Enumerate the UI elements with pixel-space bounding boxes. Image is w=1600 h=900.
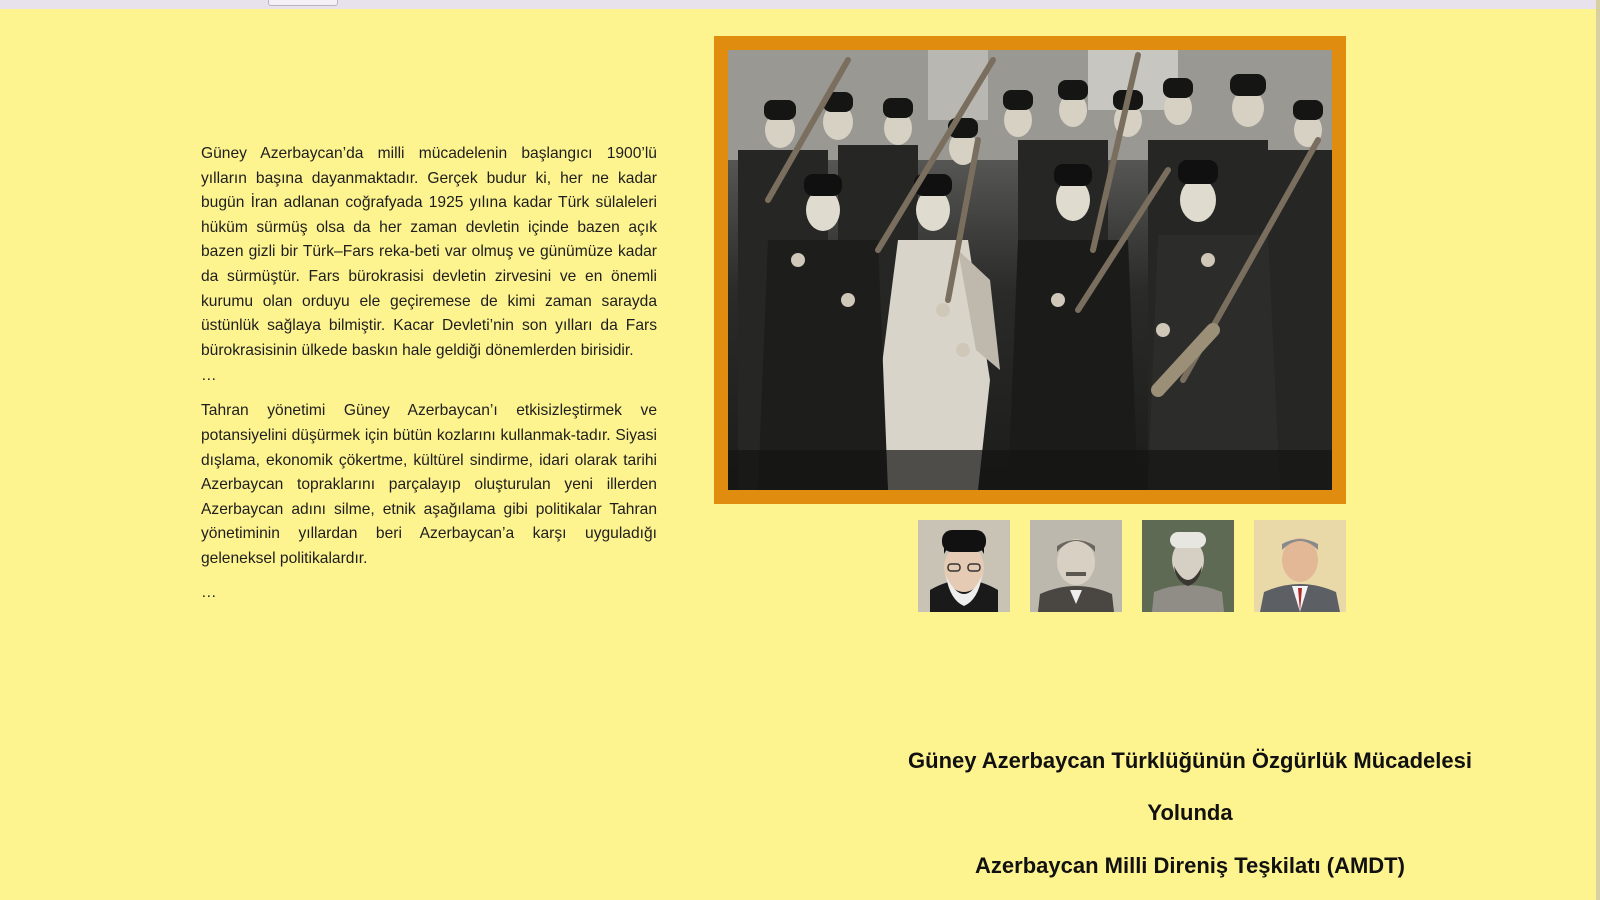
portrait-cleric[interactable] xyxy=(918,520,1010,612)
caption-line-1: Güney Azerbaycan Türklüğünün Özgürlük Mücadelesi xyxy=(908,748,1472,773)
group-photo xyxy=(728,50,1332,490)
caption-line-3: Azerbaycan Milli Direniş Teşkilatı (AMDT) xyxy=(975,853,1405,878)
p2-line: silme, etnik aşağılama gibi politikalar Tahran yönetiminin xyxy=(201,500,658,543)
p1-line: devletin içinde bazen açık bazen gizli bir Türk–Fars reka- xyxy=(201,218,657,261)
paragraph-2 xyxy=(201,399,657,571)
p1-line: birisidir. xyxy=(580,341,634,359)
man-portrait-image xyxy=(1030,520,1122,612)
p1-line: beti var olmuş ve günümüze kadar da sürmüştür. Fars xyxy=(201,243,657,285)
p2-line: tadır. Siyasi dışlama, ekonomik çökertme, kültürel xyxy=(201,426,657,469)
p1-line: orduyu ele geçiremese de kimi zaman sarayda üstünlük xyxy=(201,292,657,335)
p1-line: 1900’lü yılların başına dayanmaktadır. Gerçek budur ki, xyxy=(201,145,657,187)
p1-line: her ne kadar bugün İran adlanan coğrafyada 1925 yılına xyxy=(201,169,657,212)
caption-line-2: Yolunda xyxy=(1147,800,1233,825)
portrait-man-3[interactable] xyxy=(1142,520,1234,612)
ellipsis: … xyxy=(201,583,217,601)
p1-line: bürokrasisi devletin zirvesini ve en önemli kurumu olan xyxy=(201,267,657,310)
p2-line: Tahran yönetimi Güney Azerbaycan’ı etkisizleştirmek ve xyxy=(201,402,657,420)
portrait-man-4[interactable] xyxy=(1254,520,1346,612)
browser-tab[interactable] xyxy=(268,0,338,6)
p2-line: sindirme, idari olarak tarihi Azerbaycan topraklarını xyxy=(201,451,657,494)
p1-line: bürokrasisinin ülkede baskın hale geldiği dönemlerden xyxy=(201,341,577,359)
p2-line: politikalardır. xyxy=(279,549,368,567)
p1-line: Güney Azerbaycan’da milli mücadelenin başlangıcı xyxy=(201,145,593,162)
p2-line: potansiyelini düşürmek için bütün kozlarını kullanmak- xyxy=(201,426,576,444)
article-text xyxy=(201,142,657,616)
turbaned-man-portrait-image xyxy=(1142,520,1234,612)
p1-line: kadar Türk sülaleleri hüküm sürmüş olsa da her zaman xyxy=(201,194,657,236)
p2-line: parçalayıp oluşturulan yeni illerden Azerbaycan adını xyxy=(201,476,657,518)
suited-man-portrait-image xyxy=(1254,520,1346,612)
cleric-portrait-image xyxy=(918,520,1010,612)
main-photo-frame xyxy=(714,36,1346,504)
portrait-strip xyxy=(918,520,1348,612)
portrait-man-2[interactable] xyxy=(1030,520,1122,612)
p1-line: sağlaya bilmiştir. Kacar Devleti’nin son yılları da Fars xyxy=(267,317,657,335)
p2-line: yıllardan beri Azerbaycan’a karşı uyguladığı geleneksel xyxy=(201,525,657,567)
paragraph-1 xyxy=(201,142,657,363)
browser-top-bar xyxy=(0,0,1600,9)
ellipsis: … xyxy=(201,367,217,385)
armed-men-group-photo xyxy=(728,50,1332,490)
page-right-edge xyxy=(1596,0,1600,900)
page-caption xyxy=(820,748,1560,879)
